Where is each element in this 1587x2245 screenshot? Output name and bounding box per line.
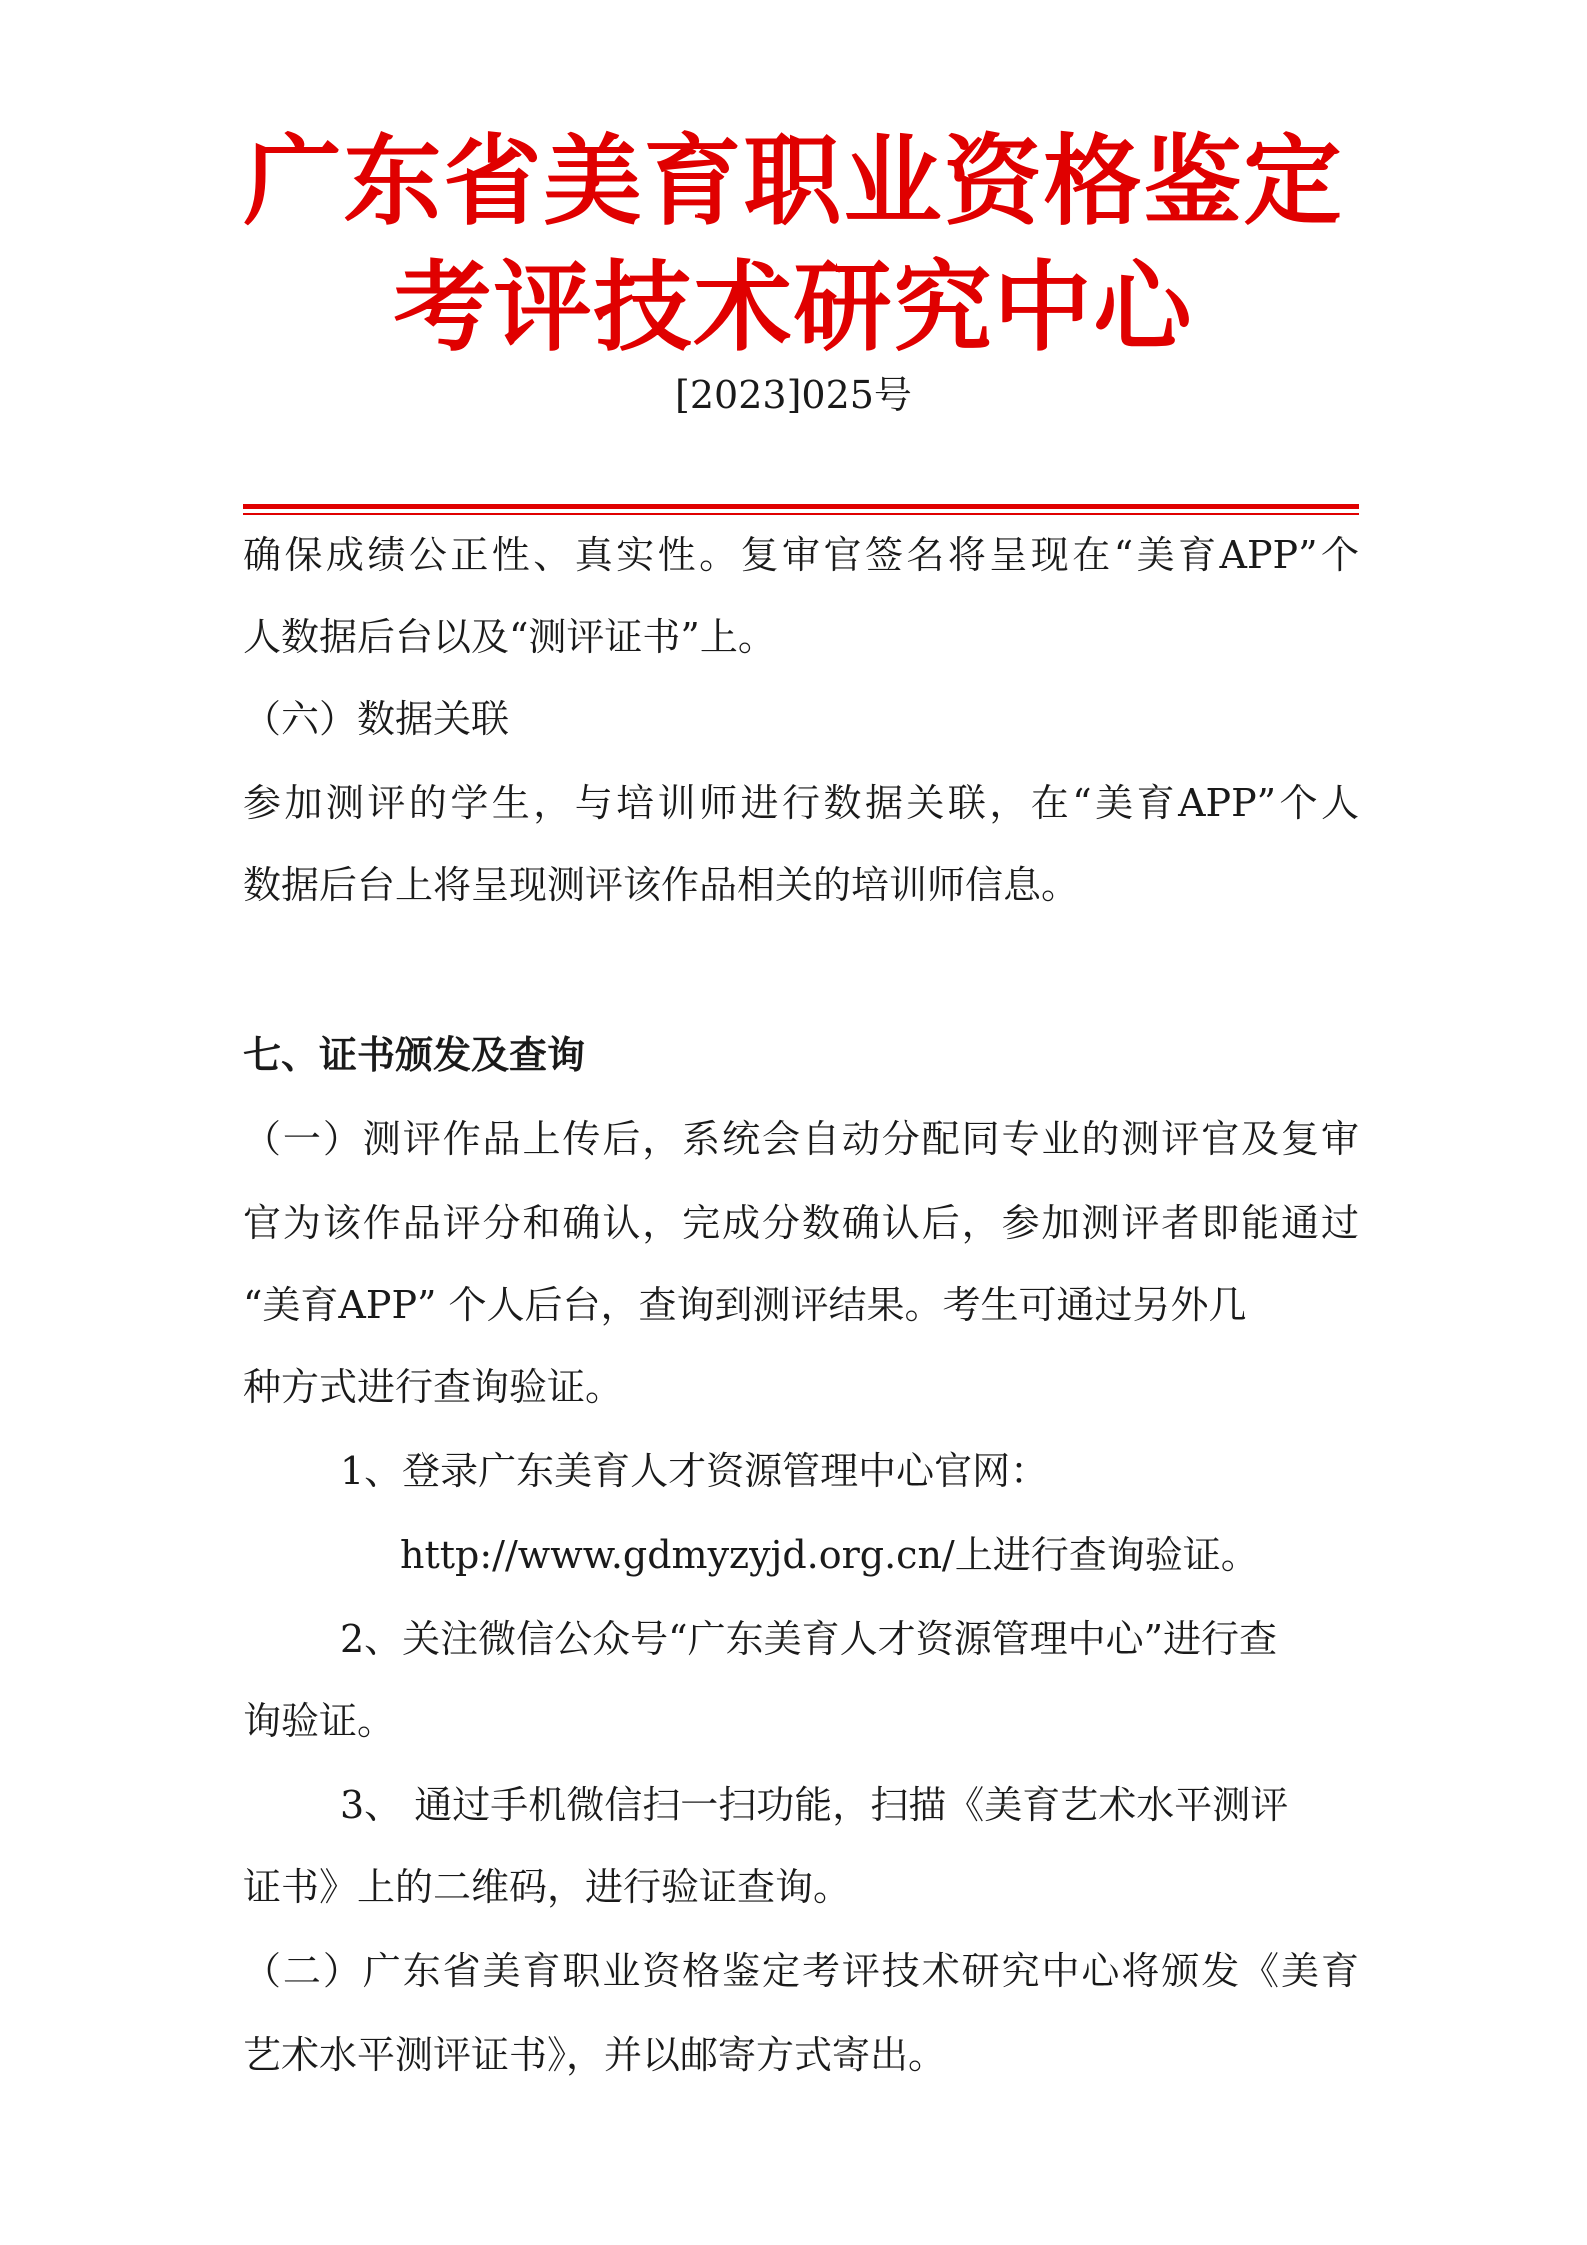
document-number: [2023]025号 [675,373,912,417]
paragraph-line: 人数据后台以及“测评证书”上。 [243,615,776,659]
paragraph-line: 参加测评的学生，与培训师进行数据关联，在“美育APP”个人 [243,781,1359,825]
list-item: 1、登录广东美育人才资源管理中心官网： [340,1449,1049,1493]
paragraph-line: 官为该作品评分和确认，完成分数确认后，参加测评者即能通过 [243,1201,1359,1245]
paragraph-line: 数据后台上将呈现测评该作品相关的培训师信息。 [243,863,1080,907]
paragraph-line: 确保成绩公正性、真实性。复审官签名将呈现在“美育APP”个 [243,533,1359,577]
list-item: 2、关注微信公众号“广东美育人才资源管理中心”进行查 [340,1617,1278,1661]
paragraph-line: （二）广东省美育职业资格鉴定考评技术研究中心将颁发《美育 [243,1949,1359,1993]
list-item: 3、 通过手机微信扫一扫功能，扫描《美育艺术水平测评 [340,1783,1289,1827]
paragraph-line: 证书》上的二维码，进行验证查询。 [243,1865,852,1909]
header-title-line1: 广东省美育职业资格鉴定 [243,125,1344,239]
paragraph-line: 艺术水平测评证书》，并以邮寄方式寄出。 [243,2033,947,2077]
section-heading: 七、证书颁发及查询 [243,1033,586,1077]
paragraph-line: 种方式进行查询验证。 [243,1365,624,1409]
header-divider-thin [243,513,1359,515]
header-divider-thick [243,504,1359,509]
header-title-line2: 考评技术研究中心 [393,251,1194,365]
paragraph-line: 询验证。 [243,1699,396,1743]
paragraph-line: （一）测评作品上传后，系统会自动分配同专业的测评官及复审 [243,1117,1359,1161]
paragraph-line: “美育APP” 个人后台，查询到测评结果。考生可通过另外几 [243,1283,1247,1327]
subsection-heading: （六）数据关联 [243,697,510,741]
url-text: http://www.gdmyzyjd.org.cn/上进行查询验证。 [400,1533,1259,1577]
